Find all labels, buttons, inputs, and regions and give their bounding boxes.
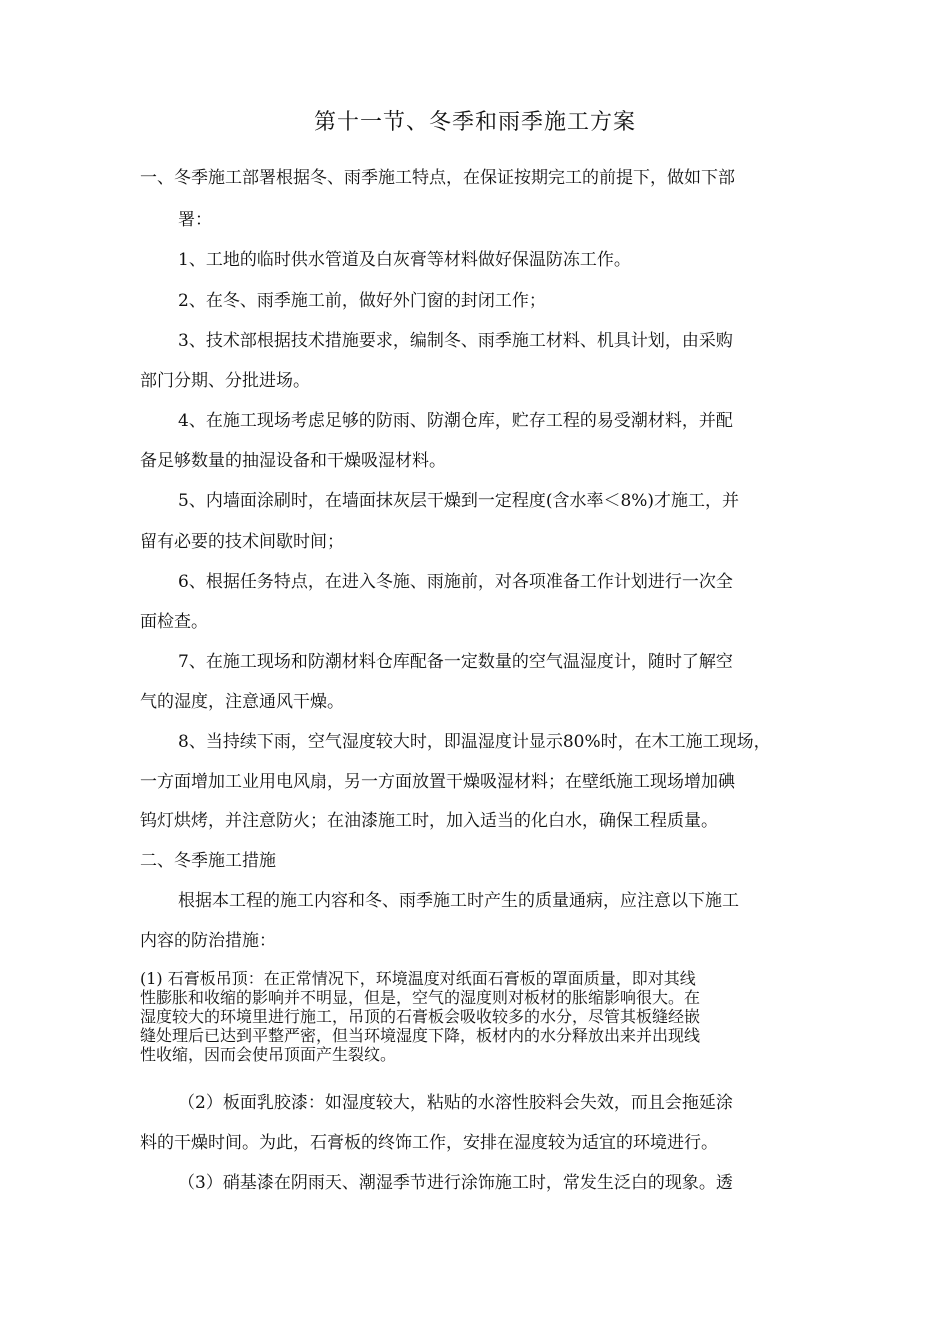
paragraph-line: 7、在施工现场和防潮材料仓库配备一定数量的空气温湿度计，随时了解空 [178,652,733,672]
paragraph-line: 4、在施工现场考虑足够的防雨、防潮仓库，贮存工程的易受潮材料，并配 [178,411,733,431]
paragraph-line: 料的干燥时间。为此，石膏板的终饰工作，安排在湿度较为适宜的环境进行。 [140,1133,718,1153]
paragraph-line: 1、工地的临时供水管道及白灰膏等材料做好保温防冻工作。 [178,250,631,270]
paragraph-line: 留有必要的技术间歇时间； [140,532,344,552]
paragraph-line: （3）硝基漆在阴雨天、潮湿季节进行涂饰施工时，常发生泛白的现象。透 [178,1173,733,1193]
paragraph-line: 一、冬季施工部署根据冬、雨季施工特点，在保证按期完工的前提下，做如下部 [140,168,735,188]
paragraph-line: 钨灯烘烤，并注意防火；在油漆施工时，加入适当的化白水，确保工程质量。 [140,811,718,831]
paragraph-line: （2）板面乳胶漆：如湿度较大，粘贴的水溶性胶料会失效，而且会拖延涂 [178,1093,733,1113]
dense-paragraph-line: (1) 石膏板吊顶：在正常情况下，环境温度对纸面石膏板的罩面质量，即对其线 [140,969,696,988]
paragraph-line: 备足够数量的抽湿设备和干燥吸湿材料。 [140,451,446,471]
paragraph-line: 根据本工程的施工内容和冬、雨季施工时产生的质量通病，应注意以下施工 [178,891,739,911]
paragraph-line: 3、技术部根据技术措施要求，编制冬、雨季施工材料、机具计划，由采购 [178,331,733,351]
paragraph-line: 内容的防治措施： [140,931,276,951]
dense-paragraph-line: 湿度较大的环境里进行施工，吊顶的石膏板会吸收较多的水分，尽管其板缝经嵌 [140,1007,701,1026]
paragraph-line: 气的湿度，注意通风干燥。 [140,692,344,712]
paragraph-line: 署： [178,210,212,230]
paragraph-line: 8、当持续下雨，空气湿度较大时，即温湿度计显示80%时，在木工施工现场， [178,732,771,752]
dense-paragraph-line: 性收缩，因而会使吊顶面产生裂纹。 [140,1045,397,1064]
paragraph-line: 2、在冬、雨季施工前，做好外门窗的封闭工作； [178,291,546,311]
paragraph-line: 部门分期、分批进场。 [140,371,310,391]
paragraph-line: 面检查。 [140,612,208,632]
paragraph-line: 一方面增加工业用电风扇，另一方面放置干燥吸湿材料；在壁纸施工现场增加碘 [140,772,735,792]
dense-paragraph-line: 缝处理后已达到平整严密，但当环境湿度下降，板材内的水分释放出来并出现线 [140,1026,701,1045]
section-heading: 二、冬季施工措施 [140,851,276,871]
dense-paragraph-line: 性膨胀和收缩的影响并不明显，但是，空气的湿度则对板材的胀缩影响很大。在 [140,988,701,1007]
paragraph-line: 6、根据任务特点，在进入冬施、雨施前，对各项准备工作计划进行一次全 [178,572,733,592]
paragraph-line: 5、内墙面涂刷时，在墙面抹灰层干燥到一定程度(含水率＜8%)才施工，并 [178,491,740,511]
section-title: 第十一节、冬季和雨季施工方案 [313,110,636,135]
